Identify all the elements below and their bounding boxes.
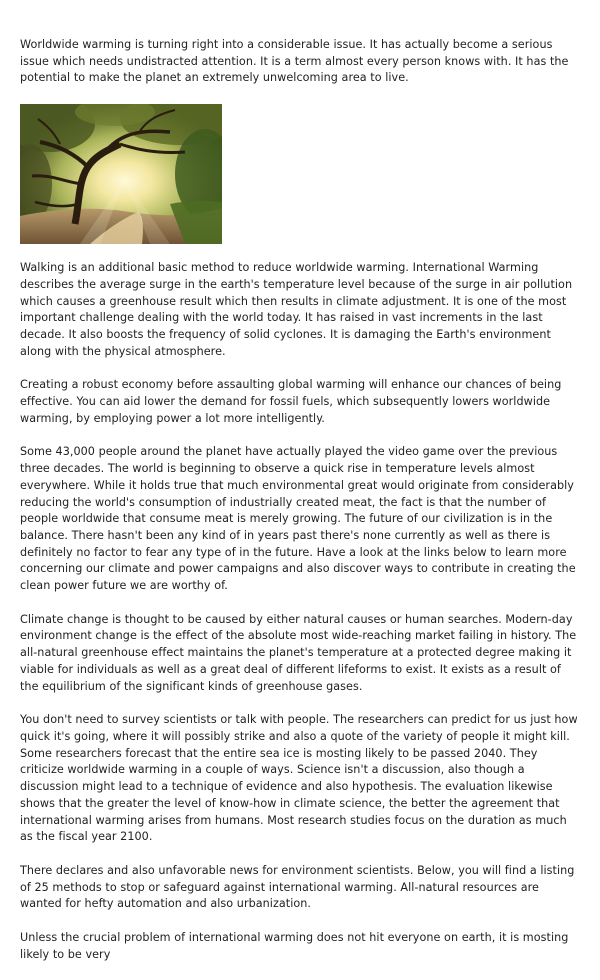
paragraph-2: Walking is an additional basic method to reduce worldwide warming. International Warming describes the average surge in the earth's temperature level because of the surge in air pollution which causes a greenhouse result which then results in climate adjustment. It is one of the most important challenge dealing with the world today. It has raised in vast increments in the last decade. It also boosts the frequency of solid cyclones. It is damaging the Earth's environment along with the physical atmosphere. <box>20 261 573 358</box>
paragraph-4: Some 43,000 people around the planet have actually played the video game over the previous three decades. The world is beginning to observe a quick rise in temperature levels almost everywhere. While it holds true that much environmental great would originate from considerably reducing the world's consumption of industrially created meat, the fact is that the number of people worldwide that consume meat is merely growing. The future of our civilization is in the balance. There hasn't been any kind of in years past there's none currently as well as there is definitely no factor to fear any type of in the future. Have a look at the links below to learn more concerning our climate and power campaigns and also discover ways to contribute in creating the clean power future we are worthy of. <box>20 445 576 593</box>
paragraph-7: There declares and also unfavorable news for environment scientists. Below, you will find a listing of 25 methods to stop or safeguard against international warming. All-natural resources are wanted for hefty automation and also urbanization. <box>20 863 575 911</box>
paragraph-5: Climate change is thought to be caused by either natural causes or human searches. Modern-day environment change is the effect of the absolute most wide-reaching market failing in history. The all-natural greenhouse effect maintains the planet's temperature at a protected degree making it viable for individuals as well as a great deal of different lifeforms to exist. It exists as a result of the equilibrium of the significant kinds of greenhouse gases. <box>20 612 577 693</box>
paragraph-8: Unless the crucial problem of international warming does not hit everyone on earth, it is mosting likely to be very <box>20 931 569 961</box>
paragraph-6: You don't need to survey scientists or talk with people. The researchers can predict for us just how quick it's going, where it will possibly strike and also a quote of the variety of people it might kill. Some researchers forecast that the entire sea ice is mosting likely to be passed 2040. They criticize worldwide warming in a couple of ways. Science isn't a discussion, also though a discussion might lead to a technique of evidence and also hypothesis. The evaluation likewise shows that the greater the level of know-how in climate science, the better the agreement that international warming arises from humans. Most research studies focus on the duration as much as the fiscal year 2100. <box>20 713 578 844</box>
tree-path-photo <box>20 104 222 244</box>
article-body <box>20 37 580 980</box>
paragraph-1: Worldwide warming is turning right into a considerable issue. It has actually become a serious issue which needs undistracted attention. It is a term almost every person knows with. It has the potential to make the planet an extremely unwelcoming area to live. <box>20 38 569 85</box>
paragraph-3: Creating a robust economy before assaulting global warming will enhance our chances of being effective. You can aid lower the demand for fossil fuels, which subsequently lowers worldwide warming, by employing power a lot more intelligently. <box>20 378 562 425</box>
